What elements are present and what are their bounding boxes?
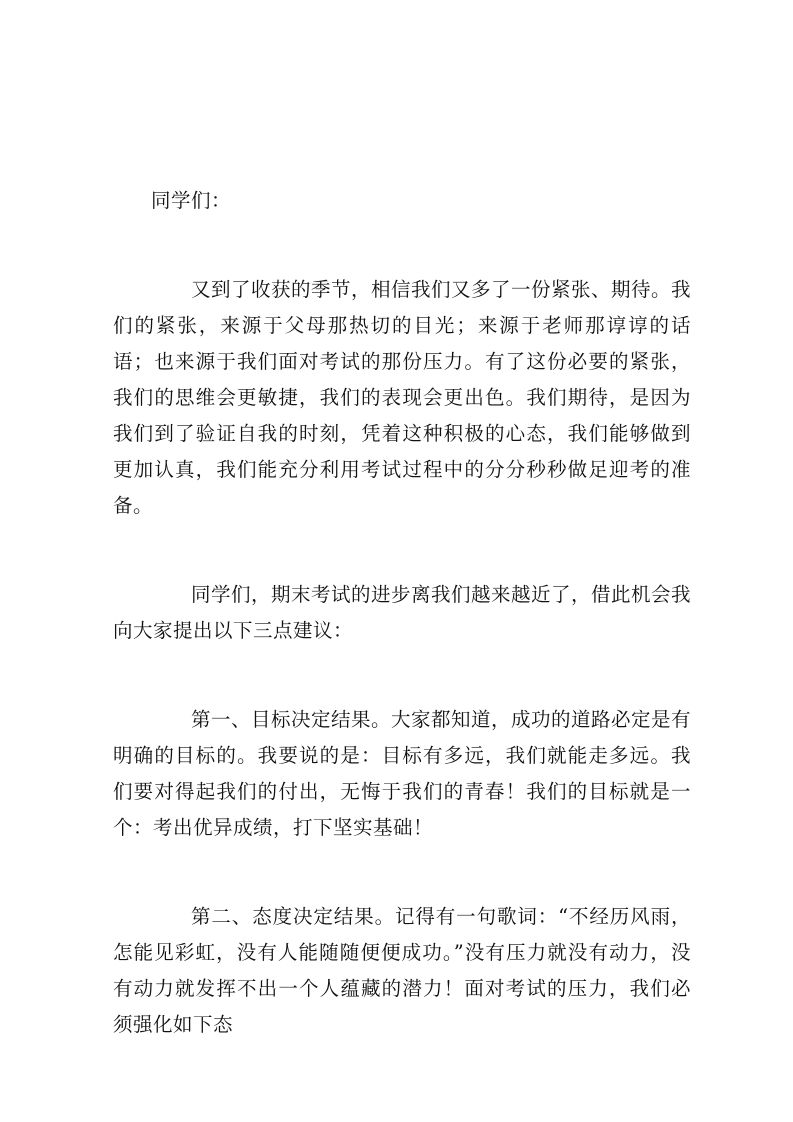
document-body bbox=[113, 183, 691, 1043]
paragraph-suggestions-lead: 同学们，期末考试的进步离我们越来越近了，借此机会我向大家提出以下三点建议： bbox=[113, 583, 692, 642]
paragraph-intro: 又到了收获的季节，相信我们又多了一份紧张、期待。我们的紧张，来源于父母那热切的目光；来源于老师那谆谆的话语；也来源于我们面对考试的那份压力。有了这份必要的紧张，我们的思维会更敏捷，我们的表现会更出色。我们期待，是因为我们到了验证自我的时刻，凭着这种积极的心态，我们能够做到更加认真，我们能充分利用考试过程中的分分秒秒做足迎考的准备。 bbox=[113, 278, 692, 517]
greeting: 同学们： bbox=[151, 189, 232, 212]
paragraph-point-two: 第二、态度决定结果。记得有一句歌词：“不经历风雨，怎能见彩虹，没有人能随随便便成功。”没有压力就没有动力，没有动力就发挥不出一个人蕴藏的潜力！面对考试的压力，我们必须强化如下态 bbox=[113, 905, 691, 1036]
paragraph-point-one: 第一、目标决定结果。大家都知道，成功的道路必定是有明确的目标的。我要说的是：目标有多远，我们就能走多远。我们要对得起我们的付出，无悔于我们的青春！我们的目标就是一个：考出优异成绩，打下坚实基础！ bbox=[113, 708, 692, 839]
